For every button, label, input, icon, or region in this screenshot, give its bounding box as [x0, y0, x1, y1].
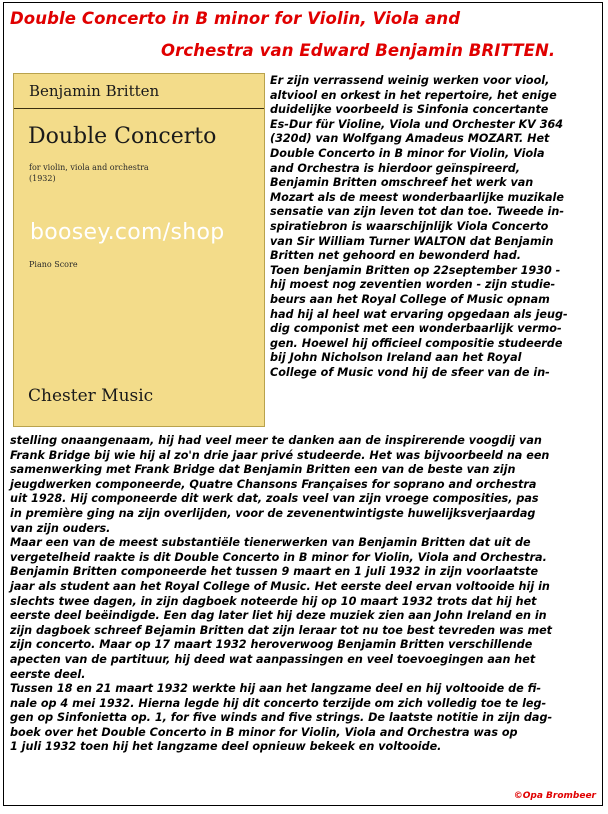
- article-line: Es-Dur für Violine, Viola und Orchester KV 364: [270, 117, 564, 131]
- article-line: zijn concerto. Maar op 17 maart 1932 heroverwoog Benjamin Britten verschillende: [10, 638, 533, 652]
- article-line: uit 1928. Hij componeerde dit werk dat, zoals veel van zijn vroege composities, pas: [10, 492, 539, 506]
- article-line: gen op Sinfonietta op. 1, for five winds and five strings. De laatste notitie in zijn dag-: [10, 711, 553, 725]
- cover-score-type: Piano Score: [29, 260, 78, 269]
- article-line: 1 juli 1932 toen hij het langzame deel opnieuw bekeek en voltooide.: [10, 740, 442, 754]
- cover-subtitle: [29, 162, 149, 184]
- article-line: hij moest nog zeventien worden - zijn studie-: [270, 278, 556, 292]
- article-line: Toen benjamin Britten op 22september 1930 -: [270, 263, 561, 277]
- title-line-2: Orchestra van Edward Benjamin BRITTEN.: [161, 41, 556, 60]
- article-line: slechts twee dagen, in zijn dagboek noteerde hij op 10 maart 1932 trots dat hij het: [10, 594, 537, 608]
- article-line: duidelijke voorbeeld is Sinfonia concertante: [270, 103, 549, 117]
- article-line: nale op 4 mei 1932. Hierna legde hij dit concerto terzijde om zich volledig toe te leg-: [10, 696, 547, 710]
- article-line: altviool en orkest in het repertoire, het enige: [270, 88, 557, 102]
- article-line: stelling onaangenaam, hij had veel meer te danken aan de inspirerende voogdij van: [10, 434, 542, 447]
- article-line: eerste deel.: [10, 667, 86, 681]
- score-cover-image: [13, 73, 265, 427]
- article-line: in première ging na zijn overlijden, voor de zevenentwintigste huwelijksverjaardag: [10, 506, 536, 520]
- article-line: dig componist met een wonderbaarlijk vermo-: [270, 322, 562, 336]
- document-page: [3, 2, 603, 806]
- article-line: Er zijn verrassend weinig werken voor viool,: [270, 74, 550, 87]
- article-line: apecten van de partituur, hij deed wat aanpassingen en veel toevoegingen aan het: [10, 652, 536, 666]
- cover-watermark: boosey.com/shop: [30, 220, 225, 245]
- article-line: samenwerking met Frank Bridge dat Benjamin Britten een van de beste van zijn: [10, 463, 516, 477]
- article-line: Benjamin Britten omschreef het werk van: [270, 176, 534, 190]
- title-line-1: Double Concerto in B minor for Violin, Viola and: [10, 9, 461, 28]
- cover-divider: [14, 108, 264, 109]
- article-line: beurs aan het Royal College of Music opnam: [270, 292, 550, 306]
- author-signature: ©Opa Brombeer: [513, 791, 596, 801]
- article-line: bij John Nicholson Ireland aan het Royal: [270, 351, 522, 365]
- cover-publisher: Chester Music: [28, 386, 154, 406]
- article-full-width-text: [10, 434, 552, 755]
- article-line: Frank Bridge bij wie hij al zo'n drie jaar privé studeerde. Het was bijvoorbeeld na een: [10, 448, 550, 462]
- article-line: and Orchestra is hierdoor geïnspireerd,: [270, 161, 521, 175]
- article-line: van zijn ouders.: [10, 521, 111, 535]
- article-line: sensatie van zijn leven tot dan toe. Tweede in-: [270, 205, 564, 219]
- article-line: Maar een van de meest substantiële tienerwerken van Benjamin Britten dat uit de: [10, 536, 531, 550]
- article-line: gen. Hoewel hij officieel compositie studeerde: [270, 336, 563, 350]
- article-line: spiratiebron is waarschijnlijk Viola Concerto: [270, 219, 549, 233]
- article-line: van Sir William Turner WALTON dat Benjamin: [270, 234, 554, 248]
- article-side-column: [270, 74, 568, 380]
- article-line: had hij al heel wat ervaring opgedaan als jeug-: [270, 307, 568, 321]
- article-line: jaar als student aan het Royal College of Music. Het eerste deel ervan voltooide hij in: [10, 579, 550, 593]
- article-line: vergetelheid raakte is dit Double Concerto in B minor for Violin, Viola and Orchestra.: [10, 550, 547, 564]
- article-line: Double Concerto in B minor for Violin, Viola: [270, 146, 545, 160]
- article-line: College of Music vond hij de sfeer van de in-: [270, 365, 550, 379]
- article-line: Tussen 18 en 21 maart 1932 werkte hij aan het langzame deel en hij voltooide de fi-: [10, 682, 542, 696]
- article-line: eerste deel beëindigde. Een dag later liet hij deze muziek zien aan John Ireland en in: [10, 609, 547, 623]
- article-line: jeugdwerken componeerde, Quatre Chansons Françaises for soprano and orchestra: [10, 477, 537, 491]
- cover-subtitle-line-2: (1932): [29, 174, 56, 183]
- article-line: boek over het Double Concerto in B minor for Violin, Viola and Orchestra was op: [10, 725, 518, 739]
- article-line: Britten net gehoord en bewonderd had.: [270, 249, 521, 263]
- article-line: Benjamin Britten componeerde het tussen 9 maart en 1 juli 1932 in zijn voorlaatste: [10, 565, 539, 579]
- cover-author: Benjamin Britten: [29, 82, 160, 100]
- article-line: (320d) van Wolfgang Amadeus MOZART. Het: [270, 132, 550, 146]
- article-line: Mozart als de meest wonderbaarlijke muzikale: [270, 190, 564, 204]
- cover-subtitle-line-1: for violin, viola and orchestra: [29, 163, 149, 172]
- article-line: zijn dagboek schreef Bejamin Britten dat zijn leraar tot nu toe best tevreden was met: [10, 623, 553, 637]
- cover-work-title: Double Concerto: [28, 124, 217, 149]
